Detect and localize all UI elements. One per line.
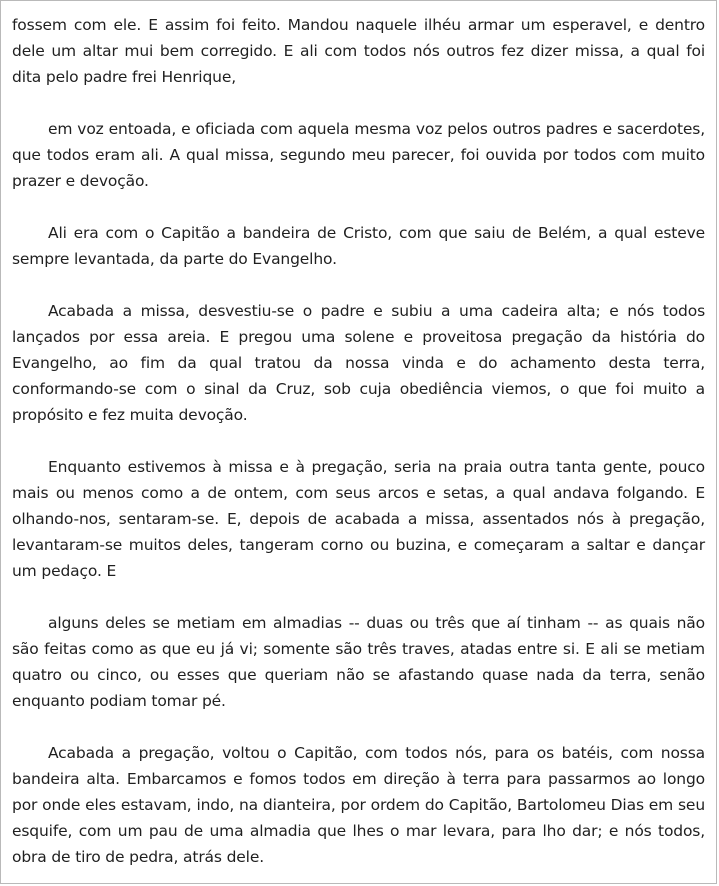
paragraph-4: Acabada a missa, desvestiu-se o padre e subiu a uma cadeira alta; e nós todos lançados por essa areia. E pregou uma solene e proveitosa pregação da história do Evangelho, ao fim da qual tratou da nossa vinda e do achamento desta terra, conformando-se com o sinal da Cruz, sob cuja obediência viemos, o que foi muito a propósito e fez muita devoção. xyxy=(12,302,705,424)
paragraph-5: Enquanto estivemos à missa e à pregação, seria na praia outra tanta gente, pouco mais ou menos como a de ontem, com seus arcos e setas, a qual andava folgando. E olhando-nos, sentaram-se. E, depois de acabada a missa, assentados nós à pregação, levantaram-se muitos deles, tangeram corno ou buzina, e começaram a saltar e dançar um pedaço. E xyxy=(12,458,705,580)
document-body xyxy=(12,12,705,870)
paragraph-2: em voz entoada, e oficiada com aquela mesma voz pelos outros padres e sacerdotes, que todos eram ali. A qual missa, segundo meu parecer, foi ouvida por todos com muito prazer e devoção. xyxy=(12,120,705,190)
paragraph-6: alguns deles se metiam em almadias -- duas ou três que aí tinham -- as quais não são feitas como as que eu já vi; somente são três traves, atadas entre si. E ali se metiam quatro ou cinco, ou esses que queriam não se afastando quase nada da terra, senão enquanto podiam tomar pé. xyxy=(12,614,705,710)
paragraph-1: fossem com ele. E assim foi feito. Mandou naquele ilhéu armar um esperavel, e dentro dele um altar mui bem corregido. E ali com todos nós outros fez dizer missa, a qual foi dita pelo padre frei Henrique, xyxy=(12,16,705,86)
paragraph-7: Acabada a pregação, voltou o Capitão, com todos nós, para os batéis, com nossa bandeira alta. Embarcamos e fomos todos em direção à terra para passarmos ao longo por onde eles estavam, indo, na dianteira, por ordem do Capitão, Bartolomeu Dias em seu esquife, com um pau de uma almadia que lhes o mar levara, para lho dar; e nós todos, obra de tiro de pedra, atrás dele. xyxy=(12,744,705,866)
paragraph-3: Ali era com o Capitão a bandeira de Cristo, com que saiu de Belém, a qual esteve sempre levantada, da parte do Evangelho. xyxy=(12,224,705,268)
